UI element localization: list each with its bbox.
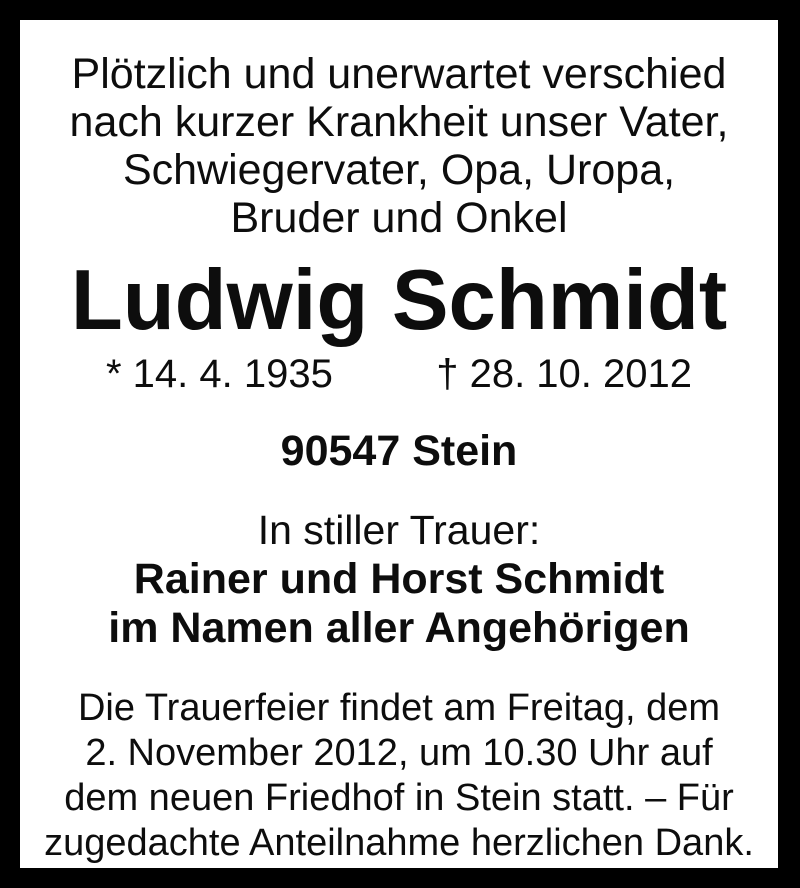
funeral-line: Die Trauerfeier findet am Freitag, dem: [77, 687, 721, 729]
life-dates-row: [20, 352, 778, 396]
city-line: 90547 Stein: [280, 427, 518, 475]
funeral-info: [20, 686, 778, 866]
intro-line: Bruder und Onkel: [230, 194, 568, 242]
mourners-suffix: im Namen aller Angehörigen: [108, 604, 690, 652]
mourning-block: [20, 506, 778, 653]
intro-text: [20, 50, 778, 242]
notice-paper: [20, 20, 778, 868]
mourners-names: Rainer und Horst Schmidt: [133, 555, 665, 603]
intro-line: nach kurzer Krankheit unser Vater,: [69, 98, 729, 146]
intro-line: Schwiegervater, Opa, Uropa,: [122, 146, 676, 194]
funeral-line: zugedachte Anteilnahme herzlichen Dank.: [44, 822, 754, 864]
birth-date: * 14. 4. 1935: [106, 352, 333, 396]
death-date: † 28. 10. 2012: [436, 352, 692, 396]
deceased-name: Ludwig Schmidt: [70, 253, 728, 348]
funeral-line: 2. November 2012, um 10.30 Uhr auf: [85, 732, 713, 774]
mourning-intro: In stiller Trauer:: [257, 507, 541, 553]
intro-line: Plötzlich und unerwartet verschied: [71, 50, 727, 98]
funeral-line: dem neuen Friedhof in Stein statt. – Für: [64, 777, 734, 819]
